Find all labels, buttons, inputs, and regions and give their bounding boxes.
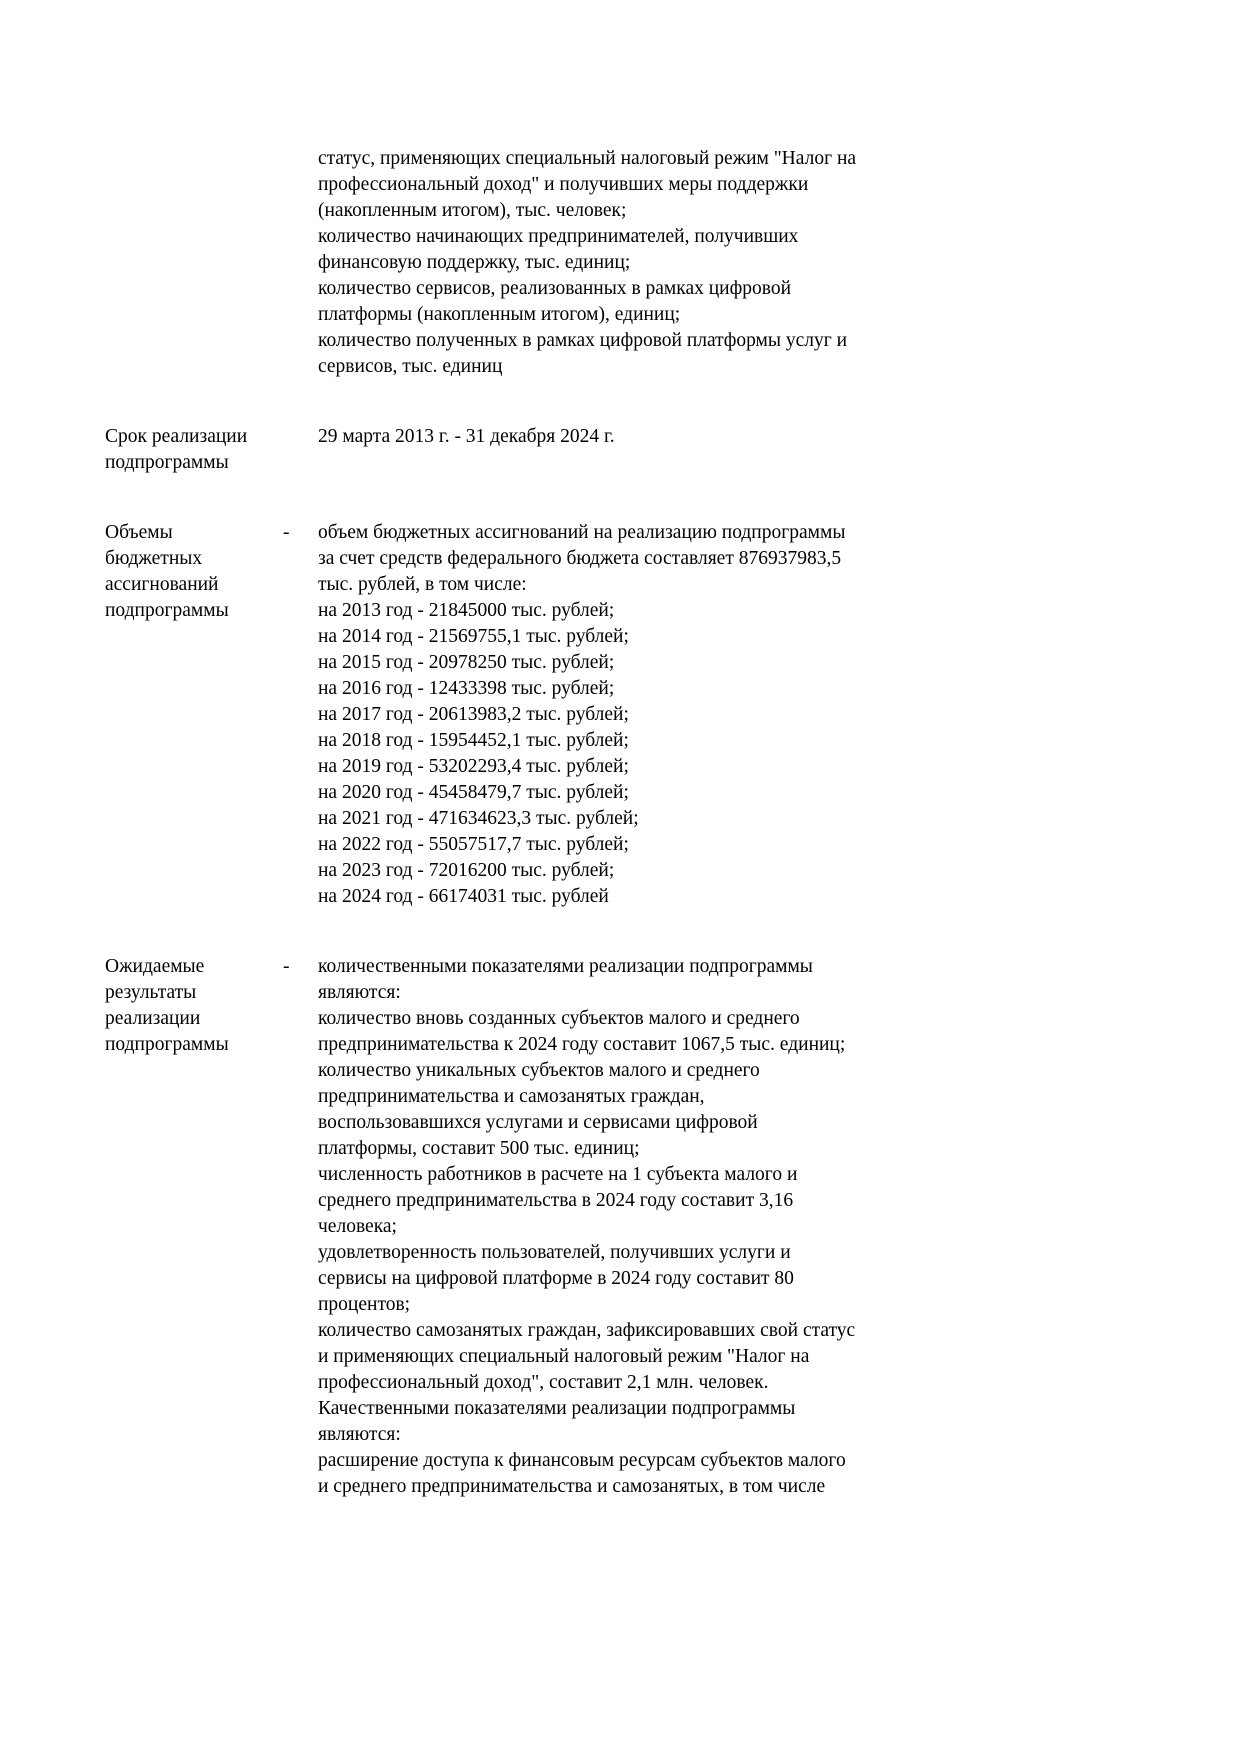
row-content-line: на 2016 год - 12433398 тыс. рублей; (318, 678, 615, 699)
row-content-line: количественными показателями реализации подпрограммы (318, 956, 813, 977)
row-content-line: сервисов, тыс. единиц (318, 356, 503, 377)
passport-table (105, 146, 1135, 1500)
row-content-line: количество уникальных субъектов малого и среднего (318, 1060, 760, 1081)
row-label-line: Срок реализации (105, 426, 248, 447)
row-content-line: процентов; (318, 1294, 411, 1315)
row-label-line: подпрограммы (105, 452, 229, 473)
row-content-line: численность работников в расчете на 1 субъекта малого и (318, 1164, 798, 1185)
row-content-line: и применяющих специальный налоговый режим "Налог на (318, 1346, 810, 1367)
row-dash: - (283, 522, 290, 543)
row-content-line: финансовую поддержку, тыс. единиц; (318, 252, 631, 273)
row-content-line: на 2017 год - 20613983,2 тыс. рублей; (318, 704, 629, 725)
row-label-line: реализации (105, 1008, 201, 1029)
row-content-line: количество сервисов, реализованных в рамках цифровой (318, 278, 791, 299)
row-content-line: на 2024 год - 66174031 тыс. рублей (318, 886, 609, 907)
row-dash: - (283, 956, 290, 977)
passport-row (105, 954, 1135, 1500)
row-content-line: на 2018 год - 15954452,1 тыс. рублей; (318, 730, 629, 751)
row-content-line: (накопленным итогом), тыс. человек; (318, 200, 627, 221)
row-label-line: ассигнований (105, 574, 219, 595)
row-content-line: платформы, составит 500 тыс. единиц; (318, 1138, 640, 1159)
row-content-line: платформы (накопленным итогом), единиц; (318, 304, 681, 325)
row-content-line: удовлетворенность пользователей, получивших услуги и (318, 1242, 791, 1263)
row-content-line: Качественными показателями реализации подпрограммы (318, 1398, 796, 1419)
row-label-line: Ожидаемые (105, 956, 205, 977)
row-content-line: на 2014 год - 21569755,1 тыс. рублей; (318, 626, 629, 647)
row-content (318, 146, 978, 380)
row-label (105, 146, 283, 380)
row-label (105, 954, 283, 1500)
row-label-line: Объемы (105, 522, 173, 543)
row-label (105, 520, 283, 910)
row-content (318, 424, 978, 476)
row-content-line: статус, применяющих специальный налоговый режим "Налог на (318, 148, 857, 169)
row-content-line: на 2020 год - 45458479,7 тыс. рублей; (318, 782, 629, 803)
row-content-line: количество полученных в рамках цифровой платформы услуг и (318, 330, 848, 351)
row-content (318, 520, 978, 910)
row-content-line: количество вновь созданных субъектов малого и среднего (318, 1008, 800, 1029)
row-dash (283, 424, 318, 476)
row-content-line: являются: (318, 1424, 401, 1445)
row-label (105, 424, 283, 476)
row-content-line: на 2015 год - 20978250 тыс. рублей; (318, 652, 615, 673)
row-content-line: сервисы на цифровой платформе в 2024 году составит 80 (318, 1268, 794, 1289)
row-content-line: расширение доступа к финансовым ресурсам субъектов малого (318, 1450, 846, 1471)
row-content-line: на 2019 год - 53202293,4 тыс. рублей; (318, 756, 629, 777)
row-label-line: подпрограммы (105, 600, 229, 621)
row-content-line: профессиональный доход" и получивших меры поддержки (318, 174, 809, 195)
row-content-line: количество самозанятых граждан, зафиксировавших свой статус (318, 1320, 856, 1341)
row-label-line: бюджетных (105, 548, 203, 569)
row-content-line: 29 марта 2013 г. - 31 декабря 2024 г. (318, 426, 615, 447)
row-content-line: объем бюджетных ассигнований на реализацию подпрограммы (318, 522, 846, 543)
passport-row (105, 424, 1135, 476)
row-content-line: воспользовавшихся услугами и сервисами цифровой (318, 1112, 758, 1133)
row-content-line: за счет средств федерального бюджета составляет 876937983,5 (318, 548, 842, 569)
row-label-line: результаты (105, 982, 197, 1003)
row-content-line: на 2023 год - 72016200 тыс. рублей; (318, 860, 615, 881)
passport-row (105, 146, 1135, 380)
row-content-line: являются: (318, 982, 401, 1003)
row-dash (283, 146, 318, 380)
row-content-line: человека; (318, 1216, 397, 1237)
row-content-line: тыс. рублей, в том числе: (318, 574, 527, 595)
row-content-line: среднего предпринимательства в 2024 году составит 3,16 (318, 1190, 794, 1211)
row-content (318, 954, 978, 1500)
row-content-line: предпринимательства и самозанятых граждан, (318, 1086, 705, 1107)
row-content-line: предпринимательства к 2024 году составит 1067,5 тыс. единиц; (318, 1034, 846, 1055)
row-content-line: профессиональный доход", составит 2,1 млн. человек. (318, 1372, 769, 1393)
row-content-line: количество начинающих предпринимателей, получивших (318, 226, 799, 247)
row-content-line: на 2021 год - 471634623,3 тыс. рублей; (318, 808, 639, 829)
row-content-line: на 2013 год - 21845000 тыс. рублей; (318, 600, 615, 621)
row-content-line: и среднего предпринимательства и самозанятых, в том числе (318, 1476, 826, 1497)
passport-row (105, 520, 1135, 910)
row-label-line: подпрограммы (105, 1034, 229, 1055)
row-content-line: на 2022 год - 55057517,7 тыс. рублей; (318, 834, 629, 855)
